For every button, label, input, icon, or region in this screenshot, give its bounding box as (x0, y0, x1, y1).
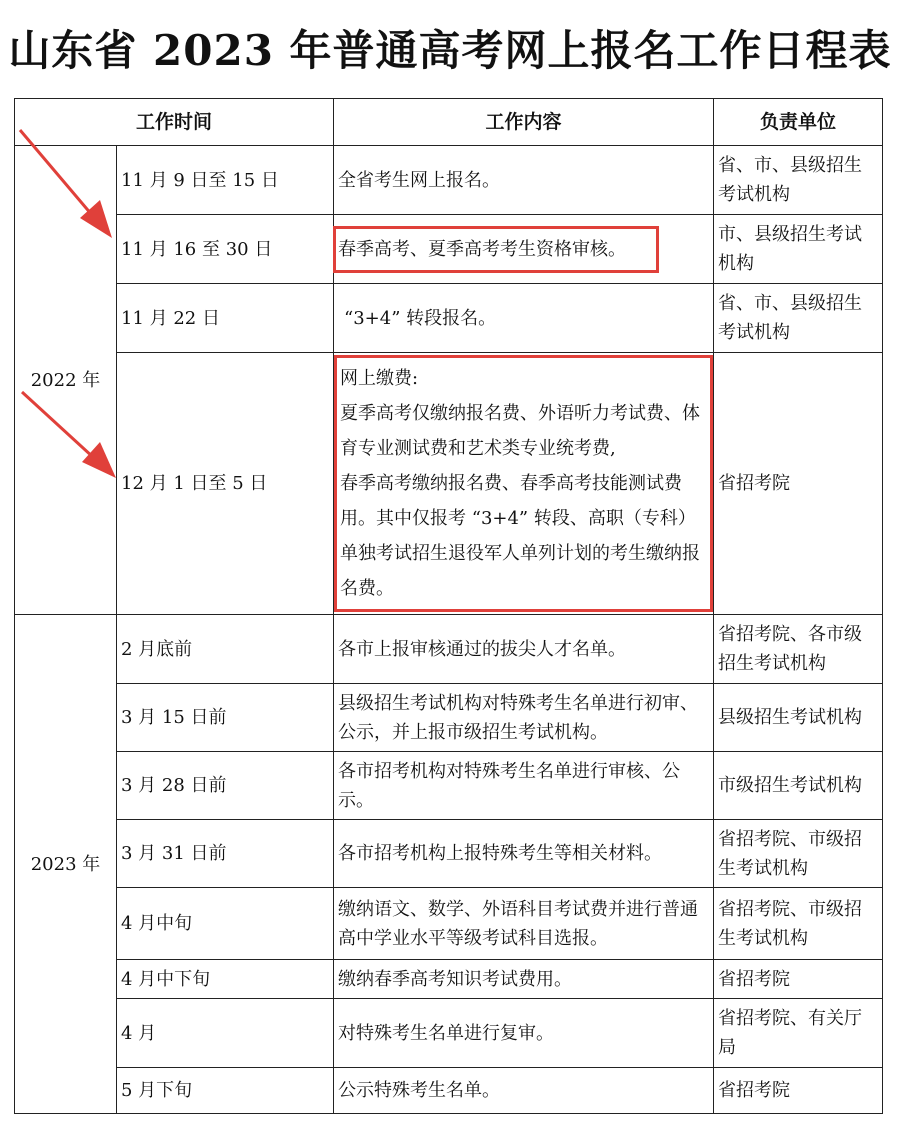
content-cell: 全省考生网上报名。 (334, 146, 714, 215)
table-row (15, 684, 883, 752)
date-cell: 5 月下旬 (117, 1068, 334, 1114)
unit-cell: 省招考院、各市级招生考试机构 (714, 615, 883, 684)
table-row (15, 999, 883, 1068)
date-cell: 4 月 (117, 999, 334, 1068)
date-cell: 11 月 16 至 30 日 (117, 215, 334, 284)
unit-cell: 省招考院、市级招生考试机构 (714, 820, 883, 888)
highlight-box (334, 355, 713, 612)
unit-cell: 省、市、县级招生考试机构 (714, 284, 883, 353)
table-row (15, 888, 883, 960)
content-cell: 公示特殊考生名单。 (334, 1068, 714, 1114)
unit-cell: 省、市、县级招生考试机构 (714, 146, 883, 215)
table-row (15, 353, 883, 615)
header-time: 工作时间 (15, 99, 334, 146)
year-cell-2023: 2023 年 (15, 615, 117, 1114)
content-cell: “3+4” 转段报名。 (334, 284, 714, 353)
unit-cell: 县级招生考试机构 (714, 684, 883, 752)
content-cell: 各市招考机构上报特殊考生等相关材料。 (334, 820, 714, 888)
content-line: 夏季高考仅缴纳报名费、外语听力考试费、体育专业测试费和艺术类专业统考费, (340, 403, 701, 459)
date-cell: 4 月中下旬 (117, 960, 334, 999)
table-header-row (15, 99, 883, 146)
page-title: 山东省 2023 年普通高考网上报名工作日程表 (8, 26, 892, 75)
date-cell: 3 月 31 日前 (117, 820, 334, 888)
table-row (15, 146, 883, 215)
table-row (15, 1068, 883, 1114)
table-row (15, 284, 883, 353)
content-line: 网上缴费: (340, 368, 419, 389)
unit-cell: 省招考院、有关厅局 (714, 999, 883, 1068)
table-row (15, 752, 883, 820)
content-cell-highlighted (334, 215, 714, 284)
table-row (15, 215, 883, 284)
date-cell: 4 月中旬 (117, 888, 334, 960)
table-row (15, 820, 883, 888)
header-unit: 负责单位 (714, 99, 883, 146)
unit-cell: 市级招生考试机构 (714, 752, 883, 820)
content-cell: 各市招考机构对特殊考生名单进行审核、公示。 (334, 752, 714, 820)
table-row (15, 615, 883, 684)
content-cell: 各市上报审核通过的拔尖人才名单。 (334, 615, 714, 684)
year-cell-2022: 2022 年 (15, 146, 117, 615)
date-cell: 3 月 28 日前 (117, 752, 334, 820)
content-cell: 县级招生考试机构对特殊考生名单进行初审、公示，并上报市级招生考试机构。 (334, 684, 714, 752)
unit-cell: 市、县级招生考试机构 (714, 215, 883, 284)
header-content: 工作内容 (334, 99, 714, 146)
table-row (15, 960, 883, 999)
content-line: 春季高考缴纳报名费、春季高考技能测试费用。其中仅报考 “3+4” 转段、高职（专科）单独考试招生退役军人单列计划的考生缴纳报名费。 (340, 473, 701, 599)
unit-cell: 省招考院 (714, 960, 883, 999)
date-cell: 2 月底前 (117, 615, 334, 684)
date-cell: 11 月 22 日 (117, 284, 334, 353)
date-cell: 3 月 15 日前 (117, 684, 334, 752)
content-cell: 对特殊考生名单进行复审。 (334, 999, 714, 1068)
date-cell: 11 月 9 日至 15 日 (117, 146, 334, 215)
date-cell: 12 月 1 日至 5 日 (117, 353, 334, 615)
unit-cell: 省招考院、市级招生考试机构 (714, 888, 883, 960)
content-cell: 缴纳春季高考知识考试费用。 (334, 960, 714, 999)
schedule-table (14, 98, 883, 1114)
unit-cell: 省招考院 (714, 1068, 883, 1114)
highlighted-text: 春季高考、夏季高考考生资格审核。 (336, 229, 656, 270)
unit-cell: 省招考院 (714, 353, 883, 615)
content-cell-highlighted (334, 353, 714, 615)
content-cell: 缴纳语文、数学、外语科目考试费并进行普通高中学业水平等级考试科目选报。 (334, 888, 714, 960)
